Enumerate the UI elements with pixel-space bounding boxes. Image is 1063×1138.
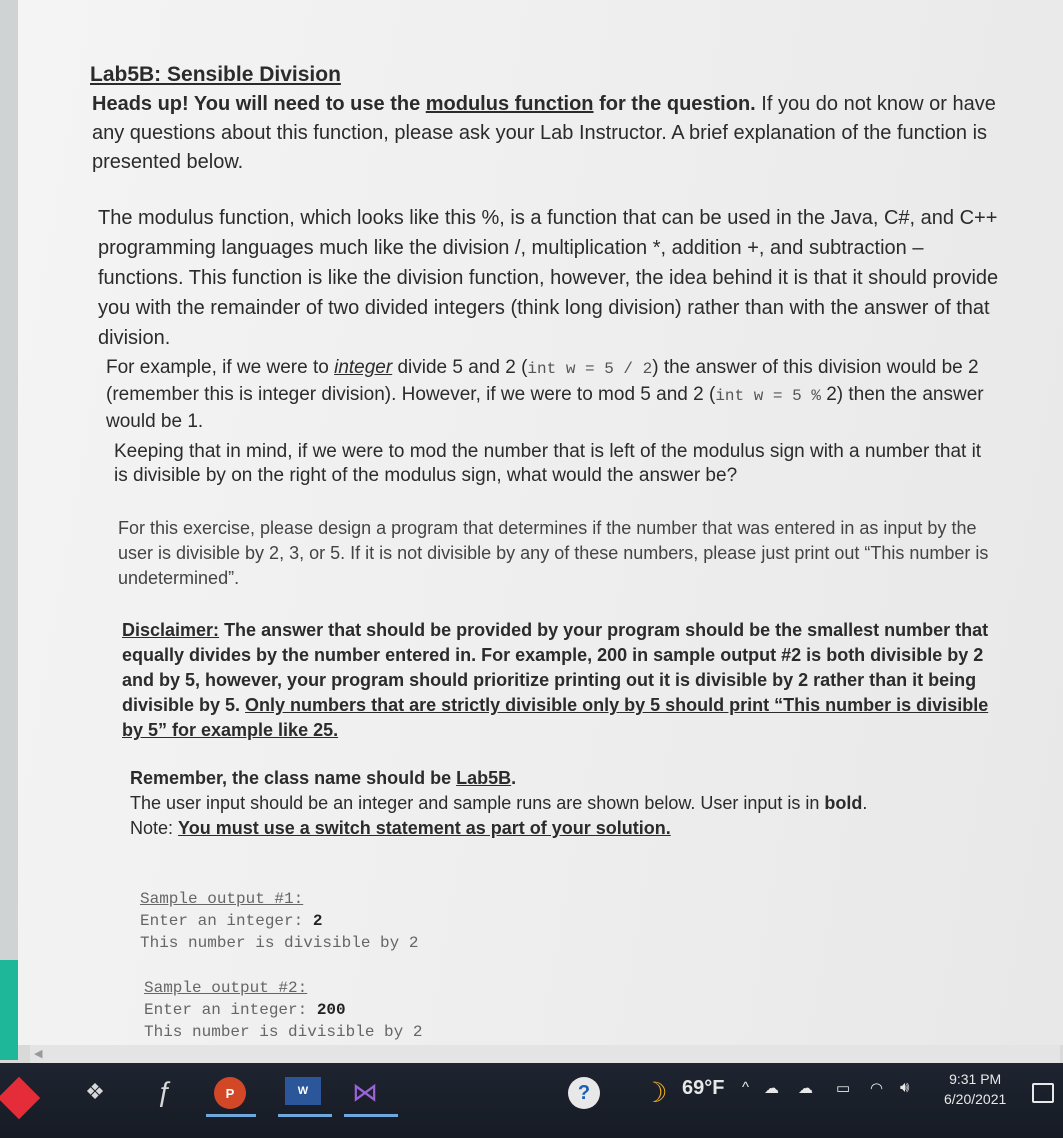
note-label: Note: xyxy=(130,818,179,838)
scroll-left-icon[interactable]: ◀ xyxy=(34,1048,43,1060)
sample-input: 2 xyxy=(312,912,323,930)
dropbox-icon[interactable]: ❖ xyxy=(85,1079,105,1104)
remember-paragraph xyxy=(130,766,990,841)
intro-paragraph xyxy=(92,90,1002,177)
sample-input: 200 xyxy=(316,1001,346,1019)
visual-studio-icon[interactable]: ⋈ xyxy=(352,1076,378,1107)
notification-icon[interactable] xyxy=(1032,1083,1054,1103)
sample-header: Sample output #1: xyxy=(140,890,304,908)
weather-moon-icon[interactable]: ☽ xyxy=(642,1076,668,1108)
disclaimer-text: The answer that should be provided by your program should be the smallest number that equally divides by the number entered in. For example, 200 in sample output #2 is both divisible by 2 and by 5, however, your program should prioritize printing out it is divisible by 2 rather than it being divisible by 5. xyxy=(122,620,989,715)
system-clock[interactable] xyxy=(944,1069,1006,1109)
weather-temperature[interactable]: 69°F xyxy=(682,1077,725,1099)
modulus-paragraph: The modulus function, which looks like this %, is a function that can be used in the Java, C#, and C++ programming languages much like the division /, multiplication *, addition +, and subtraction – functions. This function is like the division function, however, the idea behind it is that it should provide you with the remainder of two divided integers (think long division) rather than with the answer of that division. xyxy=(98,207,999,349)
switch-note: You must use a switch statement as part of your solution. xyxy=(178,818,671,838)
intro-lead-tail: for the question. xyxy=(593,93,756,115)
help-icon[interactable]: ? xyxy=(568,1077,600,1109)
intro-rest: If you do not know or have any questions about this function, please ask your Lab Instructor. A brief explanation of the function is presented below. xyxy=(92,93,996,173)
background-window-accent xyxy=(0,960,18,1060)
word-active-indicator xyxy=(278,1114,332,1117)
example-paragraph xyxy=(106,355,1006,435)
remember-a: Remember, the class name should be xyxy=(130,768,457,788)
bold-word: bold xyxy=(824,793,863,813)
input-note-end: . xyxy=(862,793,868,813)
remember-b: . xyxy=(511,768,517,788)
clock-time: 9:31 PM xyxy=(949,1071,1002,1087)
wifi-icon[interactable]: ◠ xyxy=(870,1080,884,1097)
clock-date: 6/20/2021 xyxy=(944,1091,1007,1107)
intro-lead: Heads up! You will need to use the xyxy=(92,93,426,115)
cloud-icon[interactable]: ☁ xyxy=(798,1080,813,1097)
example-b: divide 5 and 2 ( xyxy=(392,357,528,378)
horizontal-scrollbar[interactable] xyxy=(30,1045,1060,1063)
example-d: 2) then the answer would be 1. xyxy=(106,384,984,432)
app-diamond-icon[interactable] xyxy=(0,1077,40,1119)
keeping-paragraph: Keeping that in mind, if we were to mod the number that is left of the modulus sign with a number that it is divisible by on the right of the modulus sign, what would the answer be? xyxy=(114,441,982,486)
battery-icon[interactable]: ▭ xyxy=(836,1080,851,1097)
sample-prompt: Enter an integer: xyxy=(144,1001,317,1019)
modulus-link-text: modulus function xyxy=(425,93,594,115)
document-page xyxy=(18,0,1063,1045)
background-window-edge xyxy=(0,0,18,1060)
integer-word: integer xyxy=(334,357,393,378)
sample-header: Sample output #2: xyxy=(144,979,308,997)
taskbar xyxy=(0,1063,1063,1138)
disclaimer-paragraph xyxy=(122,618,1002,743)
onedrive-icon[interactable]: ☁ xyxy=(764,1080,779,1097)
stripe-icon[interactable]: ƒ xyxy=(157,1076,173,1107)
visual-studio-active-indicator xyxy=(344,1114,398,1117)
sample-output-1 xyxy=(140,888,418,954)
disclaimer-underlined: Only numbers that are strictly divisible only by 5 should print “This number is divisible by 5” for example like 25. xyxy=(122,695,989,740)
sample-result: This number is divisible by 2 xyxy=(140,934,419,952)
code-snippet-1: int w = 5 / 2 xyxy=(527,360,653,378)
exercise-paragraph: For this exercise, please design a program that determines if the number that was entered in as input by the user is divisible by 2, 3, or 5. If it is not divisible by any of these numbers, please just print out “This number is undetermined”. xyxy=(118,518,989,588)
volume-icon[interactable]: 🔊︎ xyxy=(900,1079,910,1096)
code-snippet-2: int w = 5 % xyxy=(715,387,821,405)
sample-result: This number is divisible by 2 xyxy=(144,1023,423,1041)
page-title: Lab5B: Sensible Division xyxy=(90,63,341,86)
input-note: The user input should be an integer and sample runs are shown below. User input is in xyxy=(130,793,825,813)
sample-prompt: Enter an integer: xyxy=(140,912,313,930)
disclaimer-label: Disclaimer: xyxy=(122,620,220,640)
class-name: Lab5B xyxy=(456,768,512,788)
chevron-up-icon[interactable]: ^ xyxy=(742,1079,750,1096)
powerpoint-icon[interactable]: P xyxy=(214,1077,246,1109)
word-icon[interactable]: W xyxy=(285,1077,321,1105)
powerpoint-active-indicator xyxy=(206,1114,256,1117)
sample-output-2 xyxy=(144,977,422,1043)
example-c: ) the answer of this division would be 2 (remember this is integer division). However, if we were to mod 5 and 2 ( xyxy=(106,357,979,405)
example-a: For example, if we were to xyxy=(106,357,335,378)
